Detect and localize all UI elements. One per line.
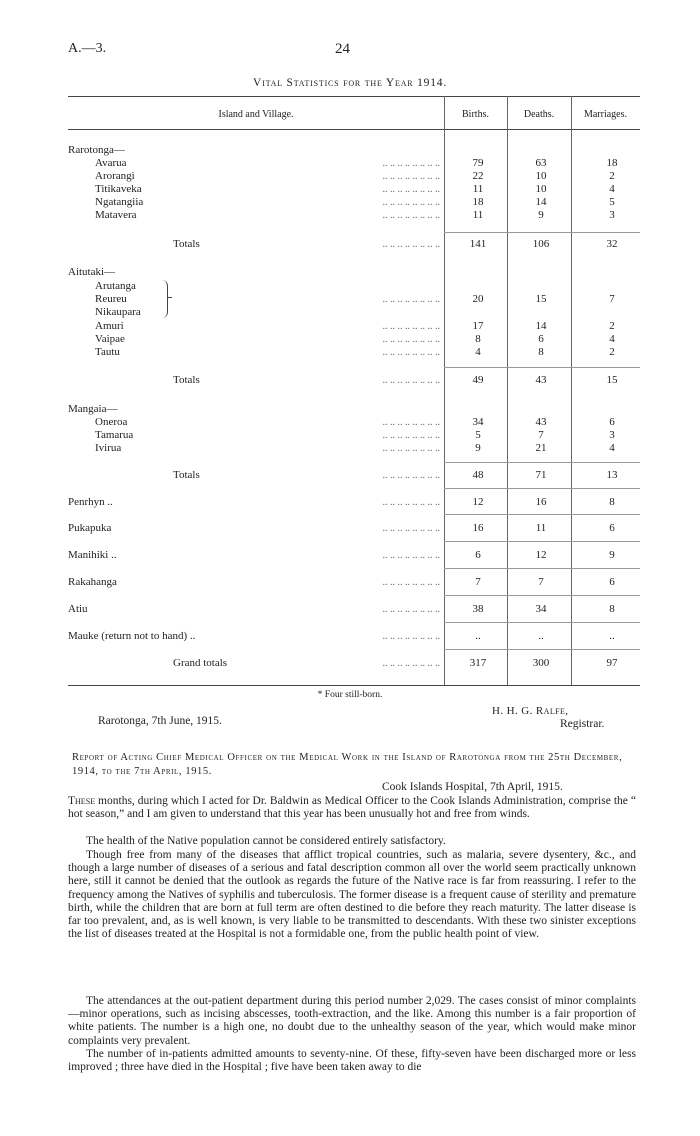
cell-births: 12 (472, 496, 484, 508)
subtotal-rule (444, 541, 640, 542)
row-label: Totals (173, 469, 200, 481)
table-row (0, 576, 700, 589)
table-row (0, 469, 700, 482)
table-row (0, 657, 700, 670)
cell-marriages: 4 (609, 442, 615, 454)
column-header-deaths: Deaths. (523, 109, 555, 120)
row-label: Tautu (95, 346, 120, 358)
leader-dots: .. .. .. .. .. .. .. .. (382, 550, 440, 561)
cell-marriages: .. (609, 630, 615, 642)
cell-births: 38 (472, 603, 484, 615)
table-row (0, 209, 700, 222)
subtotal-rule (444, 622, 640, 623)
table-row (0, 403, 700, 416)
paragraph-4: The attendances at the out-patient department during this period number 2,029. The cases consist of minor complaints—minor operations, such as incising abscesses, tooth-extraction, and the like. Among this number is a fair proportion of white patients. The number is a high one, no doubt due to the unhealthy season of the year, which would make minor complaints very prevalent. (68, 995, 636, 1047)
cell-births: 17 (472, 320, 484, 332)
table-row (0, 157, 700, 170)
leader-dots: .. .. .. .. .. .. .. .. (382, 158, 440, 169)
table-row (0, 170, 700, 183)
cell-marriages: 15 (606, 374, 618, 386)
row-label: Atiu (68, 603, 88, 615)
cell-marriages: 4 (609, 183, 615, 195)
row-label: Arorangi (95, 170, 135, 182)
cell-marriages: 2 (609, 170, 615, 182)
leader-dots: .. .. .. .. .. .. .. .. (382, 294, 440, 305)
row-label: Oneroa (95, 416, 128, 428)
cell-deaths: 10 (535, 170, 547, 182)
cell-births: 8 (475, 333, 481, 345)
report-title: Report of Acting Chief Medical Officer on the Medical Work in the Island of Rarotonga from the 25th December, 1914, to the 7th April, 1915. (72, 752, 623, 777)
leader-dots: .. .. .. .. .. .. .. .. (382, 430, 440, 441)
cell-marriages: 7 (609, 293, 615, 305)
cell-births: 5 (475, 429, 481, 441)
table-row (0, 603, 700, 616)
leader-dots: .. .. .. .. .. .. .. .. (382, 631, 440, 642)
row-label: Titikaveka (95, 183, 142, 195)
leader-dots: .. .. .. .. .. .. .. .. (382, 523, 440, 534)
cell-deaths: 14 (535, 320, 547, 332)
cell-deaths: 8 (538, 346, 544, 358)
table-row (0, 333, 700, 346)
cell-births: 4 (475, 346, 481, 358)
subtotal-rule (444, 232, 640, 233)
table-row (0, 416, 700, 429)
row-label: Grand totals (173, 657, 228, 669)
paragraph-3: Though free from many of the diseases that afflict tropical countries, such as malaria, severe dysentery, &c., and though a large number of diseases of a serious and fatal description common all over the world seem practically unknown here, still it cannot be denied that the outlook as regards the future of the Native race is far from reassuring. I refer to the frequency among the Natives of syphilis and tuberculosis. The former disease is a frequent cause of sterility and premature birth, while the children that are born at full term are often destined to die before they reach maturity. The latter disease is far too prevalent, and, as is well known, is very liable to be transmitted to descendants. With these two sinister exceptions the list of diseases treated at the Hospital is not a formidable one, from the public health point of view. (68, 849, 636, 941)
table-row (0, 293, 700, 306)
row-label: Amuri (95, 320, 124, 332)
table-row (0, 320, 700, 333)
cell-marriages: 6 (609, 522, 615, 534)
cell-marriages: 2 (609, 346, 615, 358)
paragraph-5: The number of in-patients admitted amounts to seventy-nine. Of these, fifty-seven have been discharged more or less improved ; three have died in the Hospital ; five have been taken away to die (68, 1048, 636, 1074)
row-label: Avarua (95, 157, 127, 169)
page-number: 24 (335, 41, 350, 57)
cell-births: 11 (472, 183, 484, 195)
leader-dots: .. .. .. .. .. .. .. .. (382, 197, 440, 208)
table-row (0, 306, 700, 319)
leader-dots: .. .. .. .. .. .. .. .. (382, 577, 440, 588)
cell-births: 18 (472, 196, 484, 208)
leader-dots: .. .. .. .. .. .. .. .. (382, 210, 440, 221)
cell-marriages: 13 (606, 469, 618, 481)
cell-deaths: 43 (535, 374, 547, 386)
cell-marriages: 6 (609, 416, 615, 428)
row-label: Ngatangiia (95, 196, 144, 208)
paragraph-2: The health of the Native population cannot be considered entirely satisfactory. (86, 835, 446, 847)
cell-deaths: 7 (538, 576, 544, 588)
cell-deaths: 71 (535, 469, 547, 481)
leader-dots: .. .. .. .. .. .. .. .. (382, 497, 440, 508)
row-label: Totals (173, 374, 200, 386)
row-label: Tamarua (95, 429, 134, 441)
cell-deaths: .. (538, 630, 544, 642)
row-label: Nikaupara (95, 306, 141, 318)
table-bottom-rule (68, 685, 640, 686)
cell-deaths: 21 (535, 442, 547, 454)
paragraph-1 (68, 795, 636, 821)
cell-marriages: 18 (606, 157, 618, 169)
cell-marriages: 32 (606, 238, 618, 250)
column-header-births: Births. (462, 109, 489, 120)
leader-dots: .. .. .. .. .. .. .. .. (382, 658, 440, 669)
cell-deaths: 15 (535, 293, 547, 305)
cell-births: 22 (472, 170, 484, 182)
cell-births: 16 (472, 522, 484, 534)
paragraph-lead: These (68, 795, 96, 807)
leader-dots: .. .. .. .. .. .. .. .. (382, 347, 440, 358)
table-row (0, 549, 700, 562)
cell-marriages: 6 (609, 576, 615, 588)
column-header-place: Island and Village. (218, 109, 294, 120)
cell-deaths: 7 (538, 429, 544, 441)
subtotal-rule (444, 367, 640, 368)
table-top-rule (68, 96, 640, 97)
cell-marriages: 97 (606, 657, 618, 669)
row-label: Manihiki .. (68, 549, 117, 561)
table-row (0, 630, 700, 643)
signatory-name: H. H. G. Ralfe, (492, 705, 569, 717)
row-label: Vaipae (95, 333, 125, 345)
cell-marriages: 4 (609, 333, 615, 345)
table-row (0, 280, 700, 293)
cell-deaths: 106 (532, 238, 550, 250)
cell-births: 48 (472, 469, 484, 481)
row-label: Mauke (return not to hand) .. (68, 630, 196, 642)
cell-marriages: 3 (609, 429, 615, 441)
leader-dots: .. .. .. .. .. .. .. .. (382, 184, 440, 195)
table-row (0, 346, 700, 359)
report-date-line: Cook Islands Hospital, 7th April, 1915. (382, 781, 563, 793)
table-row (0, 196, 700, 209)
row-label: Aitutaki— (68, 266, 116, 278)
cell-deaths: 63 (535, 157, 547, 169)
leader-dots: .. .. .. .. .. .. .. .. (382, 470, 440, 481)
cell-deaths: 300 (532, 657, 550, 669)
place-date: Rarotonga, 7th June, 1915. (98, 715, 222, 727)
signatory-role: Registrar. (560, 718, 605, 730)
subtotal-rule (444, 514, 640, 515)
cell-births: 49 (472, 374, 484, 386)
leader-dots: .. .. .. .. .. .. .. .. (382, 375, 440, 386)
row-label: Rakahanga (68, 576, 117, 588)
cell-births: .. (475, 630, 481, 642)
table-row (0, 442, 700, 455)
cell-deaths: 10 (535, 183, 547, 195)
leader-dots: .. .. .. .. .. .. .. .. (382, 239, 440, 250)
row-label: Rarotonga— (68, 144, 125, 156)
cell-deaths: 12 (535, 549, 547, 561)
table-title: Vital Statistics for the Year 1914. (253, 77, 447, 89)
cell-births: 11 (472, 209, 484, 221)
table-row (0, 183, 700, 196)
row-label: Totals (173, 238, 200, 250)
cell-births: 79 (472, 157, 484, 169)
cell-births: 34 (472, 416, 484, 428)
cell-deaths: 11 (535, 522, 547, 534)
cell-births: 141 (469, 238, 487, 250)
subtotal-rule (444, 462, 640, 463)
row-label: Penrhyn .. (68, 496, 113, 508)
row-label: Reureu (95, 293, 127, 305)
cell-deaths: 6 (538, 333, 544, 345)
table-row (0, 266, 700, 279)
row-label: Arutanga (95, 280, 136, 292)
footnote: * Four still-born. (317, 690, 383, 700)
cell-marriages: 3 (609, 209, 615, 221)
subtotal-rule (444, 488, 640, 489)
row-label: Matavera (95, 209, 137, 221)
cell-marriages: 8 (609, 496, 615, 508)
cell-births: 6 (475, 549, 481, 561)
table-row (0, 144, 700, 157)
paragraph-1-text: months, during which I acted for Dr. Baldwin as Medical Officer to the Cook Islands Administration, comprise the “ hot season,” and I am given to understand that this year has been unusually hot and free from winds. (68, 795, 636, 821)
cell-marriages: 9 (609, 549, 615, 561)
table-row (0, 522, 700, 535)
row-label: Ivirua (95, 442, 122, 454)
cell-births: 317 (469, 657, 487, 669)
leader-dots: .. .. .. .. .. .. .. .. (382, 604, 440, 615)
cell-deaths: 14 (535, 196, 547, 208)
cell-marriages: 2 (609, 320, 615, 332)
subtotal-rule (444, 595, 640, 596)
cell-deaths: 9 (538, 209, 544, 221)
leader-dots: .. .. .. .. .. .. .. .. (382, 334, 440, 345)
subtotal-rule (444, 568, 640, 569)
cell-deaths: 43 (535, 416, 547, 428)
cell-births: 9 (475, 442, 481, 454)
leader-dots: .. .. .. .. .. .. .. .. (382, 417, 440, 428)
column-header-marriages: Marriages. (583, 109, 628, 120)
leader-dots: .. .. .. .. .. .. .. .. (382, 321, 440, 332)
cell-births: 20 (472, 293, 484, 305)
subtotal-rule (444, 649, 640, 650)
row-label: Mangaia— (68, 403, 118, 415)
table-row (0, 238, 700, 251)
cell-marriages: 8 (609, 603, 615, 615)
leader-dots: .. .. .. .. .. .. .. .. (382, 171, 440, 182)
row-label: Pukapuka (68, 522, 112, 534)
cell-deaths: 16 (535, 496, 547, 508)
page-reference: A.—3. (68, 41, 107, 56)
cell-births: 7 (475, 576, 481, 588)
cell-deaths: 34 (535, 603, 547, 615)
cell-marriages: 5 (609, 196, 615, 208)
table-row (0, 496, 700, 509)
table-row (0, 374, 700, 387)
table-row (0, 429, 700, 442)
table-header-rule (68, 129, 640, 130)
leader-dots: .. .. .. .. .. .. .. .. (382, 443, 440, 454)
